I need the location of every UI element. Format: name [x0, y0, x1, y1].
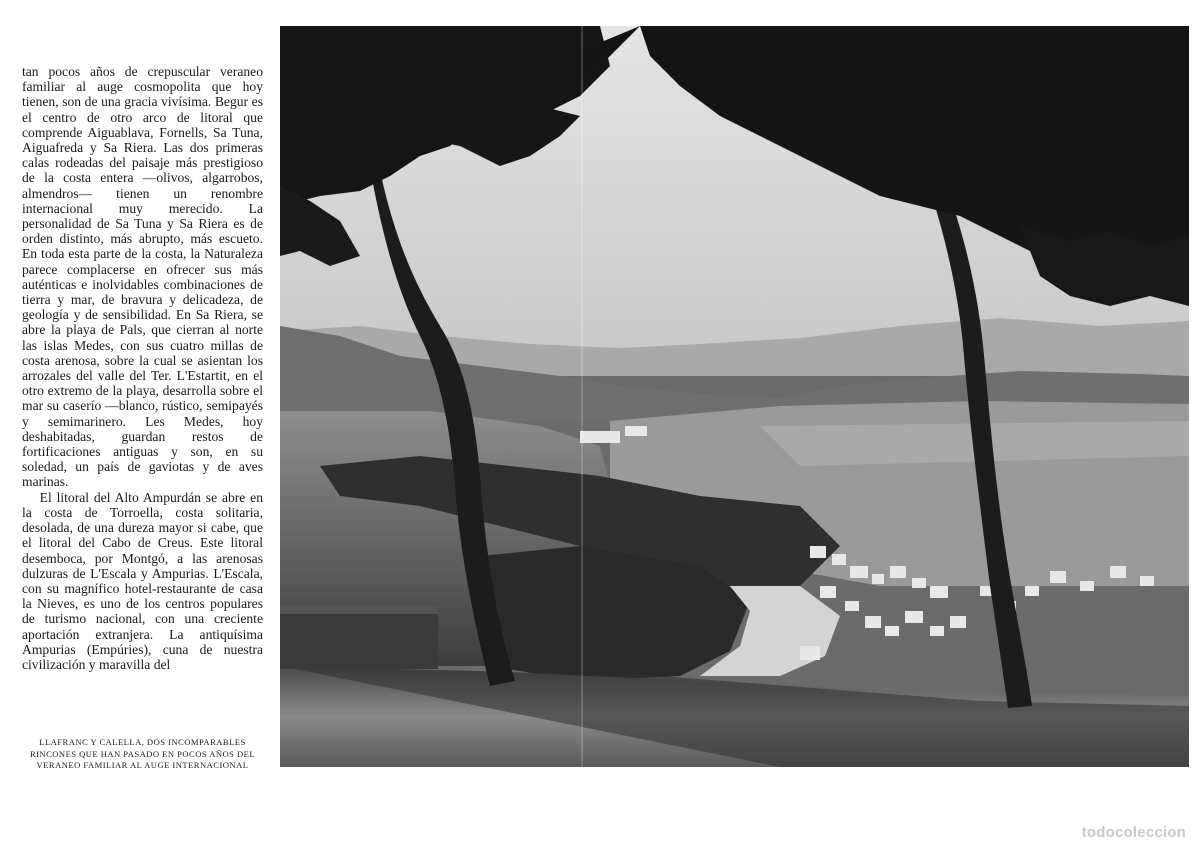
- coastal-landscape-photo: [280, 26, 1189, 767]
- photo-caption: LLAFRANC Y CALELLA, DOS INCOMPARABLES RINCONES QUE HAN PASADO EN POCOS AÑOS DEL VERANEO FAMILIAR AL AUGE INTERNACIONAL: [29, 737, 256, 770]
- watermark: todocoleccion: [1081, 824, 1186, 841]
- article-paragraph-1: tan pocos años de crepuscular veraneo familiar al auge cosmopolita que hoy tienen, son de una gracia vivísima. Begur es el centro de otro arco de litoral que comprende Aiguablava, Fornells, Sa Tuna, Aiguafreda y Sa Riera. Las dos primeras calas rodeadas del paisaje más prestigioso de la costa entera —olivos, algarrobos, almendros— tienen un renombre internacional muy merecido. La personalidad de Sa Tuna y Sa Riera es de orden distinto, más abrupto, más escueto. En toda esta parte de la costa, la Naturaleza parece complacerse en ofrecer sus más auténticas e inolvidables combinaciones de tierra y mar, de bravura y delicadeza, de geología y de sensibilidad. En Sa Riera, se abre la playa de Pals, que cierran al norte las islas Medes, con sus cuatro millas de costa arenosa, sobre la cual se asientan los arrozales del valle del Ter. L'Estartit, en el otro extremo de la playa, desarrolla sobre el mar su caserío —blanco, rústico, semipayés y semimarinero. Les Medes, hoy deshabitadas, guardan restos de fortificaciones antiguas y son, en su soledad, un país de gaviotas y de aves marinas.: [22, 64, 263, 490]
- article-paragraph-2: El litoral del Alto Ampurdán se abre en la costa de Torroella, costa solitaria, desolada, de una dureza mayor si cabe, que el litoral del Cabo de Creus. Este litoral desemboca, por Montgó, a las arenosas dulzuras de L'Escala y Ampurias. L'Escala, con su magnífico hotel-restaurante de casa la Nieves, es uno de los centros populares de turismo nacional, con una creciente aportación extranjera. La antiquísima Ampurias (Empúries), cuna de nuestra civilización y maravilla del: [22, 489, 263, 672]
- article-text-column: [22, 64, 263, 672]
- page-gutter: [581, 26, 583, 767]
